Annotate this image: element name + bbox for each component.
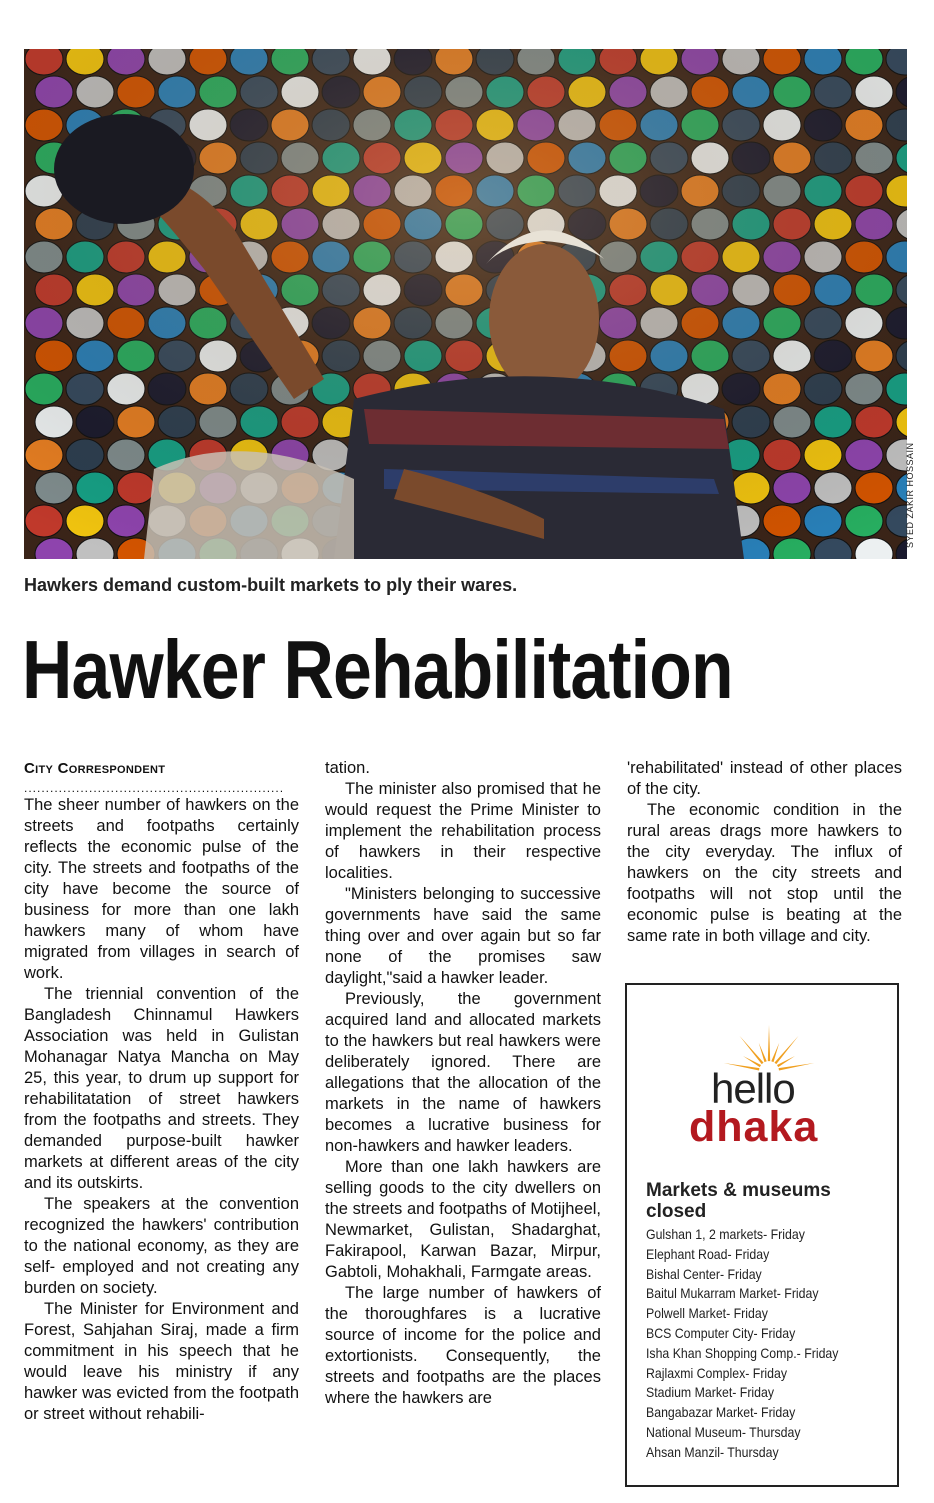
paragraph: 'rehabilitated' instead of other places of the city. <box>627 759 902 798</box>
list-item: Bangabazar Market- Friday <box>646 1404 796 1421</box>
paragraph: The speakers at the convention recognized the hawkers' contribution to the national economy, as they are self- employed and not creating any burden on society. <box>24 1195 299 1297</box>
hawker-photo <box>24 49 907 559</box>
headline: Hawker Rehabilitation <box>22 623 733 716</box>
list-item: National Museum- Thursday <box>646 1423 801 1440</box>
list-item: Gulshan 1, 2 markets- Friday <box>646 1226 805 1242</box>
paragraph: The triennial convention of the Bangladesh Chinnamul Hawkers Association was held in Gulistan Mohanagar Natya Mancha on May 25, this year, to drum up support for rehabilitatation of street hawkers from the footpaths and streets. They demanded purpose-built hawker markets at different areas of the city and its outskirts. <box>24 985 299 1192</box>
closures-list <box>646 1225 865 1463</box>
logo-dhaka: dhaka <box>689 1103 819 1151</box>
paragraph: More than one lakh hawkers are selling goods to the city dwellers on the streets and footpaths of Motijheel, Newmarket, Gulistan, Shadarghat, Fakirapool, Karwan Bazar, Mirpur, Gabtoli, Mohakhali, Farmgate areas. <box>325 1158 601 1281</box>
list-item: Polwell Market- Friday <box>646 1305 768 1322</box>
sun-ray <box>774 1036 798 1064</box>
paragraph: Previously, the government acquired land and allocated markets to the hawkers but real hawkers were deliberately ignored. There are allegations that the allocation of the markets in the name of hawkers becomes a lucrative business for non-hawkers and hawker leaders. <box>325 990 601 1155</box>
hello-dhaka-box <box>625 983 899 1487</box>
logo-hello: hello <box>711 1065 795 1112</box>
sidebar-heading: Markets & museums closed <box>646 1180 831 1222</box>
list-item: Elephant Road- Friday <box>646 1245 770 1262</box>
hello-dhaka-logo <box>687 1015 847 1155</box>
paragraph: The Minister for Environment and Forest, Sahjahan Siraj, made a firm commitment in his speech that he would leave his ministry if any hawker was evicted from the footpath or street without rehabili- <box>24 1300 299 1423</box>
photo-caption: Hawkers demand custom-built markets to ply their wares. <box>24 575 518 595</box>
paragraph: The economic condition in the rural areas drags more hawkers to the city everyday. The influx of hawkers on the city streets and footpaths will not stop until the economic pulse is beating at the same rate in both village and city. <box>627 801 902 945</box>
byline-separator: ............................................................ <box>24 781 285 795</box>
list-item: Ahsan Manzil- Thursday <box>646 1443 779 1460</box>
paragraph: The large number of hawkers of the thoroughfares is a lucrative source of income for the police and extortionists. Consequently, the streets and footpaths are the places where the hawkers are <box>325 1284 601 1407</box>
sun-ray <box>768 1025 770 1061</box>
article-column-2 <box>325 758 601 1409</box>
article-column-3 <box>627 758 902 947</box>
photo-credit: SYED ZAKIR HOSSAIN <box>905 442 915 548</box>
list-item: BCS Computer City- Friday <box>646 1324 796 1341</box>
paragraph: The sheer number of hawkers on the streets and footpaths certainly reflects the economic pulse of the city. The streets and footpaths of the city have become the source of business for more than one lakh hawkers many of whom have migrated from villages in search of work. <box>24 796 299 982</box>
list-item: Bishal Center- Friday <box>646 1265 762 1282</box>
list-item: Stadium Market- Friday <box>646 1384 775 1401</box>
byline: City Correspondent <box>24 760 166 777</box>
list-item: Rajlaxmi Complex- Friday <box>646 1364 788 1381</box>
paragraph: tation. <box>325 759 370 777</box>
article-column-1 <box>24 758 299 1425</box>
paragraph: The minister also promised that he would request the Prime Minister to implement the rehabilitation process of hawkers in their respective localities. <box>325 780 601 882</box>
list-item: Baitul Mukarram Market- Friday <box>646 1285 819 1302</box>
paragraph: "Ministers belonging to successive governments have said the same thing over and over again but so far none of the promises saw daylight,"said a hawker leader. <box>325 885 601 987</box>
sun-ray <box>739 1036 763 1064</box>
cap-wall-illustration <box>24 49 907 559</box>
list-item: Isha Khan Shopping Comp.- Friday <box>646 1344 839 1361</box>
